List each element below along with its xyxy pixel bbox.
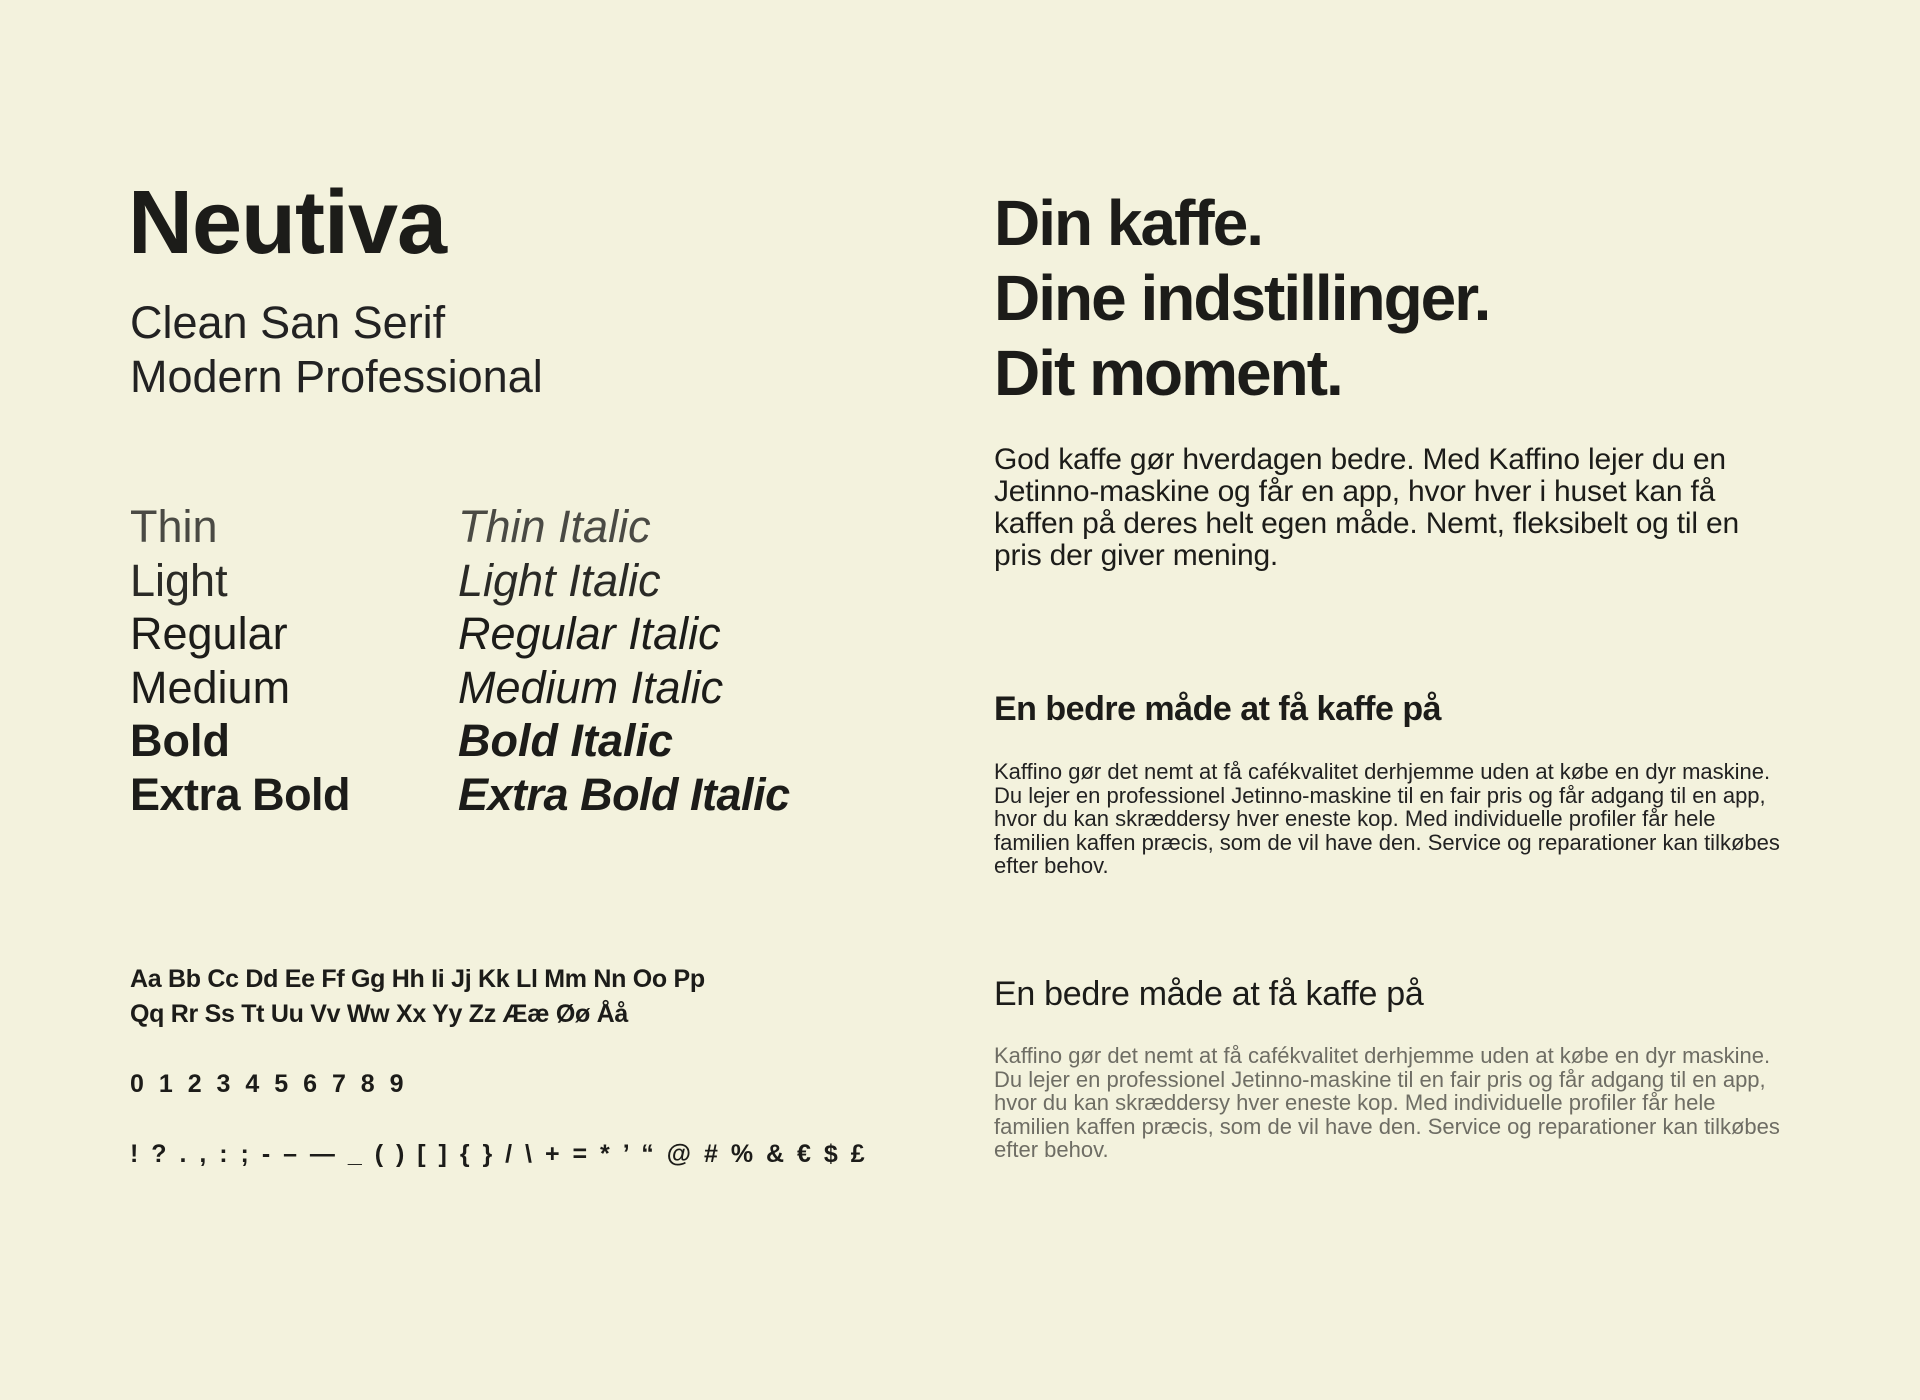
- weight-regular: Regular: [130, 608, 288, 659]
- weight-thin: Thin: [130, 501, 218, 552]
- sample-body-regular: Kaffino gør det nemt at få cafékvalitet derhjemme uden at købe en dyr maskine. Du lejer en professionel Jetinno-maskine til en fair pris og får adgang til en app, hvor du kan skræddersy hver eneste kop. Med individuelle profiler får hele familien kaffen præcis, som de vil have den. Service og reparationer kan tilkøbes efter behov.: [994, 759, 1780, 878]
- subtitle-line: Clean San Serif: [130, 297, 446, 348]
- weight-regular-italic: Regular Italic: [458, 608, 721, 659]
- weight-bold-italic: Bold Italic: [458, 715, 674, 766]
- digits-line: 0 1 2 3 4 5 6 7 8 9: [130, 1070, 408, 1098]
- sample-heading-medium: En bedre måde at få kaffe på: [994, 975, 1424, 1013]
- symbols-line: ! ? . , : ; - – — _ ( ) [ ] { } / \ + = * ’ “ @ # % & € $ £: [130, 1140, 868, 1168]
- sample-body-light: Kaffino gør det nemt at få cafékvalitet derhjemme uden at købe en dyr maskine. Du lejer en professionel Jetinno-maskine til en fair pris og får adgang til en app, hvor du kan skræddersy hver eneste kop. Med individuelle profiler får hele familien kaffen præcis, som de vil have den. Service og reparationer kan tilkøbes efter behov.: [994, 1043, 1780, 1162]
- weight-bold: Bold: [130, 715, 230, 766]
- weight-thin-italic: Thin Italic: [458, 501, 651, 552]
- hero-line: Dine indstillinger.: [994, 262, 1490, 334]
- weight-medium-italic: Medium Italic: [458, 661, 724, 713]
- intro-paragraph: God kaffe gør hverdagen bedre. Med Kaffino lejer du en Jetinno-maskine og får en app, hvor hver i huset kan få kaffen på deres helt egen måde. Nemt, fleksibelt og til en pris der giver mening.: [994, 443, 1739, 572]
- weight-extra-bold: Extra Bold: [130, 768, 351, 820]
- hero-headline: [994, 186, 1489, 411]
- sample-heading-bold: En bedre måde at få kaffe på: [994, 690, 1442, 728]
- hero-line: Dit moment.: [994, 337, 1342, 409]
- charset-line-1: Aa Bb Cc Dd Ee Ff Gg Hh Ii Jj Kk Ll Mm Nn Oo Pp: [130, 965, 705, 993]
- charset-line-2: Qq Rr Ss Tt Uu Vv Ww Xx Yy Zz Ææ Øø Åå: [130, 1000, 628, 1028]
- weight-light: Light: [130, 554, 228, 606]
- font-name-title: Neutiva: [128, 173, 447, 273]
- weight-specimen-grid: [130, 500, 790, 821]
- subtitle-line: Modern Professional: [130, 351, 543, 402]
- font-subtitle: [130, 296, 543, 404]
- weight-light-italic: Light Italic: [458, 554, 661, 606]
- hero-line: Din kaffe.: [994, 187, 1263, 259]
- character-set: [130, 962, 705, 1032]
- weight-extra-bold-italic: Extra Bold Italic: [458, 768, 790, 820]
- weight-medium: Medium: [130, 661, 291, 713]
